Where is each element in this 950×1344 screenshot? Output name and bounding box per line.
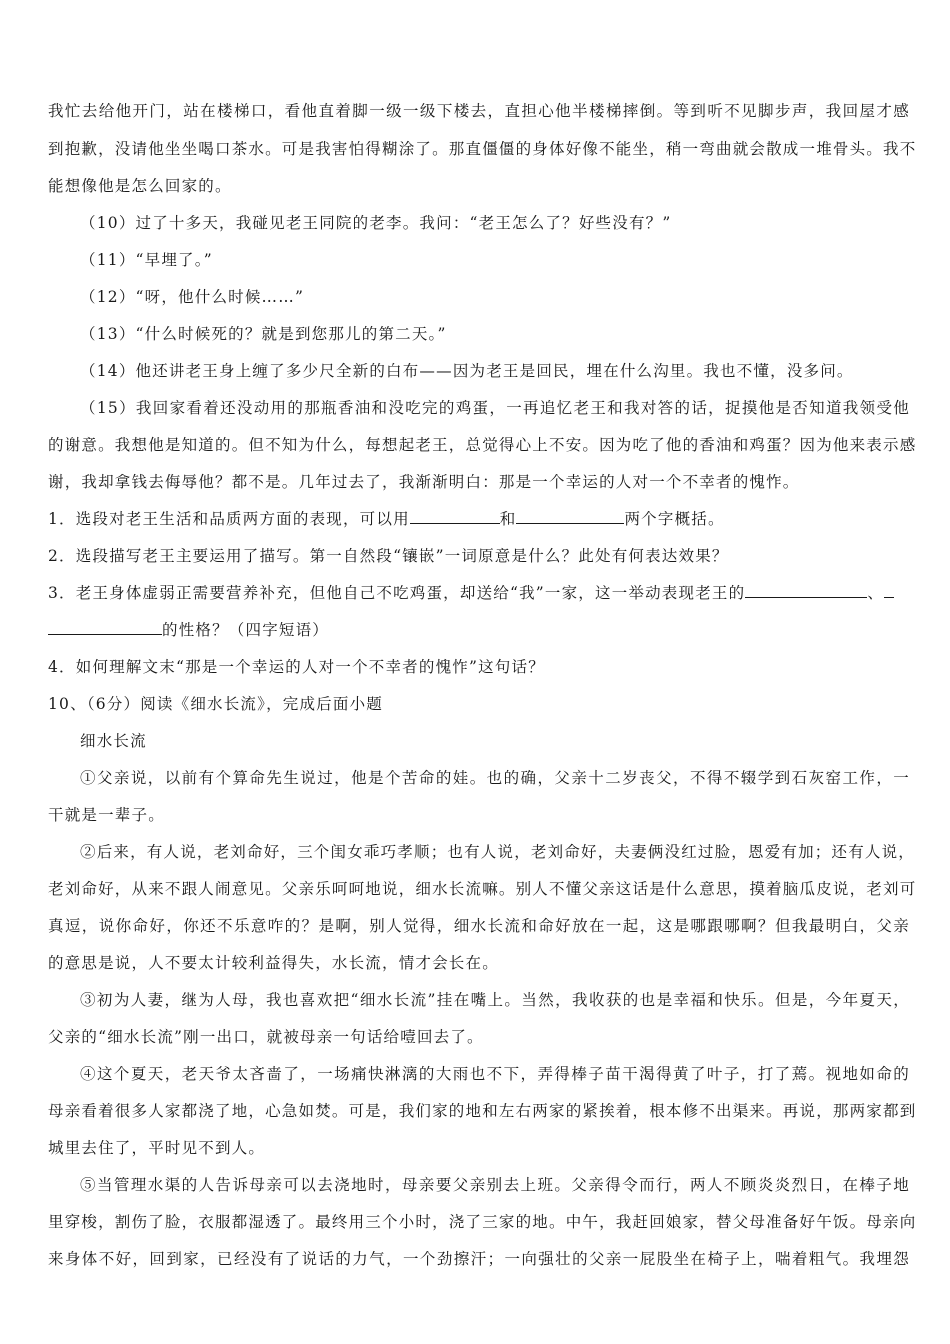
paragraph-3-line: 父亲的“细水长流”刚一出口，就被母亲一句话给噎回去了。 bbox=[48, 1028, 484, 1046]
paragraph-3-line: ③初为人妻，继为人母，我也喜欢把“细水长流”挂在嘴上。当然，我收获的也是幸福和快乐。但是，今年夏天， bbox=[80, 991, 910, 1009]
question-1-and: 和 bbox=[499, 510, 517, 528]
paragraph-5-line: ⑤当管理水渠的人告诉母亲可以去浇地时，母亲要父亲别去上班。父亲得令而行，两人不顾炎炎烈日，在棒子地 bbox=[80, 1176, 910, 1194]
answer-blank[interactable] bbox=[745, 582, 867, 598]
question-3 bbox=[48, 582, 910, 604]
paragraph-14: （14）他还讲老王身上缠了多少尺全新的白布——因为老王是回民，埋在什么沟里。我也不懂，没多问。 bbox=[80, 362, 854, 380]
paragraph-4-line: ④这个夏天，老天爷太吝啬了，一场痛快淋漓的大雨也不下，弄得棒子苗干渴得黄了叶子，打了蔫。视地如命的 bbox=[80, 1065, 910, 1083]
question-4: 4．如何理解文末“那是一个幸运的人对一个不幸者的愧怍”这句话？ bbox=[48, 658, 545, 676]
question-3-text: 3．老王身体虚弱正需要营养补充，但他自己不吃鸡蛋，却送给“我”一家，这一举动表现老王的 bbox=[48, 584, 746, 602]
question-3-sep: 、 bbox=[867, 584, 885, 602]
text-line: 能想像他是怎么回家的。 bbox=[48, 177, 232, 195]
paragraph-15-line: （15）我回家看着还没动用的那瓶香油和没吃完的鸡蛋，一再追忆老王和我对答的话，捉摸他是否知道我领受他 bbox=[80, 399, 910, 417]
paragraph-1-line: 干就是一辈子。 bbox=[48, 806, 165, 824]
paragraph-2-line: 真逗，说你命好，你还不乐意咋的？是啊，别人觉得，细水长流和命好放在一起，这是哪跟哪啊？但我最明白，父亲 bbox=[48, 917, 910, 935]
question-1-text: 1．选段对老王生活和品质两方面的表现，可以用 bbox=[48, 510, 410, 528]
question-3-cont bbox=[48, 619, 910, 641]
paragraph-2-line: 老刘命好，从来不跟人闹意见。父亲乐呵呵地说，细水长流嘛。别人不懂父亲这话是什么意思，摸着脑瓜皮说，老刘可 bbox=[48, 880, 917, 898]
paragraph-12: （12）“呀，他什么时候……” bbox=[80, 288, 305, 306]
text-line: 我忙去给他开门，站在楼梯口，看他直着脚一级一级下楼去，直担心他半楼梯摔倒。等到听不见脚步声，我回屋才感 bbox=[48, 102, 910, 120]
paragraph-13: （13）“什么时候死的？就是到您那儿的第二天。” bbox=[80, 325, 447, 343]
text-line: 到抱歉，没请他坐坐喝口茶水。可是我害怕得糊涂了。那直僵僵的身体好像不能坐，稍一弯曲就会散成一堆骨头。我不 bbox=[48, 140, 917, 158]
question-1-tail: 两个字概括。 bbox=[624, 510, 725, 528]
paragraph-2-line: ②后来，有人说，老刘命好，三个闺女乖巧孝顺；也有人说，老刘命好，夫妻俩没红过脸，恩爱有加；还有人说， bbox=[80, 843, 916, 861]
answer-blank[interactable] bbox=[410, 508, 500, 524]
answer-blank[interactable] bbox=[884, 582, 894, 598]
answer-blank[interactable] bbox=[48, 619, 162, 635]
paragraph-1-line: ①父亲说，以前有个算命先生说过，他是个苦命的娃。也的确，父亲十二岁丧父，不得不辍学到石灰窑工作，一 bbox=[80, 769, 910, 787]
paragraph-5-line: 来身体不好，回到家，已经没有了说话的力气，一个劲擦汗；一向强壮的父亲一屁股坐在椅子上，喘着粗气。我埋怨 bbox=[48, 1250, 910, 1268]
section-10-header: 10、（6分）阅读《细水长流》，完成后面小题 bbox=[48, 695, 383, 713]
paragraph-11: （11）“早埋了。” bbox=[80, 251, 213, 269]
answer-blank[interactable] bbox=[516, 508, 624, 524]
paragraph-15-line: 的谢意。我想他是知道的。但不知为什么，每想起老王，总觉得心上不安。因为吃了他的香油和鸡蛋？因为他来表示感 bbox=[48, 436, 917, 454]
paragraph-4-line: 城里去住了，平时见不到人。 bbox=[48, 1139, 266, 1157]
paragraph-15-line: 谢，我却拿钱去侮辱他？都不是。几年过去了，我渐渐明白：那是一个幸运的人对一个不幸者的愧怍。 bbox=[48, 473, 800, 491]
paragraph-10: （10）过了十多天，我碰见老王同院的老李。我问：“老王怎么了？好些没有？” bbox=[80, 214, 672, 232]
paragraph-5-line: 里穿梭，割伤了脸，衣服都湿透了。最终用三个小时，浇了三家的地。中午，我赶回娘家，替父母准备好午饭。母亲向 bbox=[48, 1213, 917, 1231]
passage-title: 细水长流 bbox=[80, 732, 147, 750]
paragraph-4-line: 母亲看着很多人家都浇了地，心急如焚。可是，我们家的地和左右两家的紧挨着，根本修不出渠来。再说，那两家都到 bbox=[48, 1102, 917, 1120]
question-3-tail: 的性格？（四字短语） bbox=[162, 621, 330, 639]
question-2: 2．选段描写老王主要运用了描写。第一自然段“镶嵌”一词原意是什么？此处有何表达效果？ bbox=[48, 547, 729, 565]
question-1 bbox=[48, 508, 910, 530]
paragraph-2-line: 的意思是说，人不要太计较利益得失，水长流，情才会长在。 bbox=[48, 954, 499, 972]
